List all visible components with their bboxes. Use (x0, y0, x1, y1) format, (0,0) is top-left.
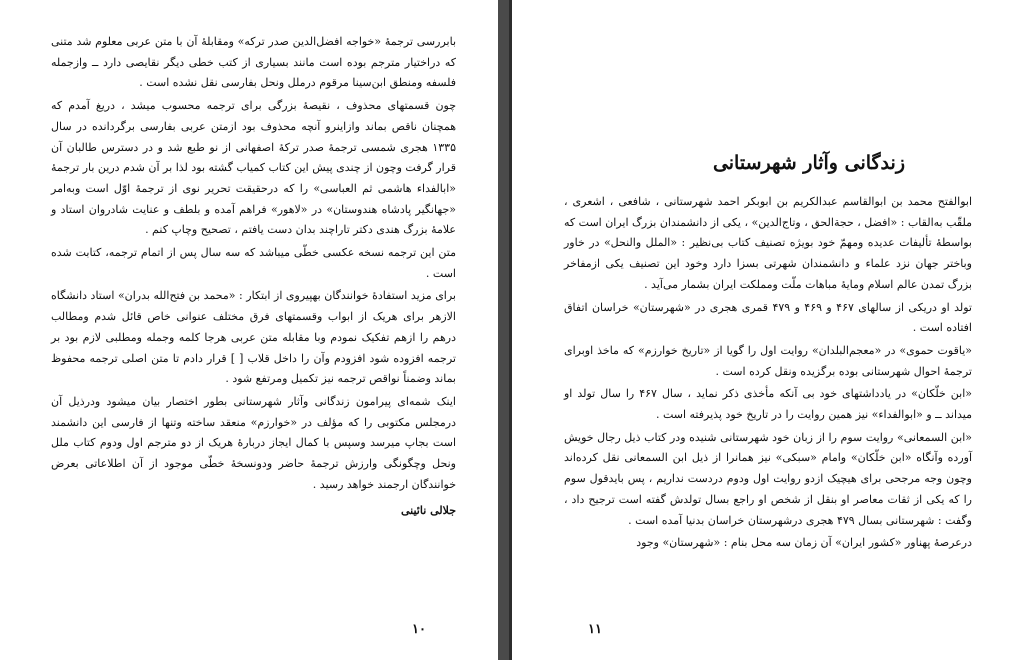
paragraph: متن این ترجمه نسخه عکسی خطّی میباشد که سه سال پس از اتمام ترجمه، کتابت شده است . (51, 246, 456, 280)
left-page (0, 0, 498, 660)
right-page-text (564, 192, 972, 554)
page-number-right: ۱۱ (588, 622, 602, 637)
paragraph: تولد او دریکی از سالهای ۴۶۷ و ۴۶۹ و ۴۷۹ قمری هجری در «شهرستان» خراسان اتفاق افتاده است . (564, 300, 972, 335)
page-number-left: ۱۰ (412, 622, 426, 637)
paragraph: چون قسمتهای محذوف ، نقیصهٔ بزرگی برای ترجمه محسوب میشد ، دریغ آمدم که همچنان ناقص بماند وازاینرو آنچه محذوف بود ازمتن عربی بفارسی برگردانده در سال ۱۳۳۵ هجری شمسی ترجمهٔ صدر ترکهٔ اصفهانی از نو طبع شد و در دسترس طالبان آن قرار گرفت وچون از چندی پیش این کتاب کمیاب گشته بود لذا بر آن شدم درین بار ترجمهٔ «ابالفداء هاشمی ثم العباسی» را که درحقیقت تحریر نوی از ترجمهٔ اوّل است وبه‌امر «جهانگیر پادشاه هندوستان» در «لاهور» فراهم آمده و بلطف و عنایت شادروان استاد و علامهٔ بزرگ هندی دکتر تاراچند بدان دست یافتم ، تصحیح وچاپ کنم . (51, 99, 456, 237)
author-signature: جلالی نائینی (401, 504, 456, 518)
right-page (512, 0, 1010, 660)
paragraph: «یاقوت حموی» در «معجم‌البلدان» روایت اول را گویا از «تاریخ خوارزم» که ماخذ اوبرای ترجمهٔ احوال شهرستانی بوده برگزیده ونقل کرده است . (564, 343, 972, 378)
paragraph: بابررسی ترجمهٔ «خواجه افضل‌الدین صدر ترکه» ومقابلهٔ آن با متن عربی معلوم شد متنی که دراختیار مترجم بوده است مانند بسیاری از کتب خطی دیگر نقایصی دارد ــ وازجمله فلسفه ومنطق ابن‌سینا مرقوم درملل ونحل بفارسی نقل نشده است . (51, 35, 456, 90)
book-gutter (498, 0, 512, 660)
paragraph: درعرصهٔ پهناور «کشور ایران» آن زمان سه محل بنام : «شهرستان» وجود (636, 536, 972, 550)
paragraph: اینک شمه‌ای پیرامون زندگانی وآثار شهرستانی بطور اختصار بیان میشود ودرذیل آن درمجلس مکتوبی را که مؤلف در «خوارزم» منعقد ساخته وتنها از فارسی این دانشمند است بجاپ میرسد وسپس با کمال ایجاز دربارهٔ هریک از دو مترجم اول ودوم کتاب ملل ونحل وچگونگی وارزش ترجمهٔ حاضر ودونسخهٔ خطّی موجود از آن اطلاعاتی بعرض خوانندگان ارجمند خواهد رسید . (51, 394, 456, 491)
left-page-text (51, 32, 456, 522)
paragraph: «ابن خلّکان» در یادداشتهای خود بی آنکه مأخذی ذکر نماید ، سال ۴۶۷ را سال تولد او میداند ــ و «ابوالفداء» نیز همین روایت را در تاریخ خود پذیرفته است . (564, 387, 973, 422)
paragraph: برای مزید استفادهٔ خوانندگان بهپیروی از ابتکار : «محمد بن فتح‌الله بدران» استاد دانشگاه الازهر برای هریک از ابواب وقسمتهای فرق مختلف عنوانی خاص قائل شدم ومطالب درهم را ازهم تفکیک نمودم وبا مقابله متن عربی هرجا کلمه وجمله ومطلبی لازم بود بر ترجمه افزوده شود افزودم وآن را داخل قلاب [ ] قرار دادم تا متن اصلی ترجمه محفوظ بماند وضمناً نواقص ترجمه نیز تکمیل ومرتفع شود . (51, 289, 456, 386)
paragraph: «ابن السمعانی» روایت سوم را از زبان خود شهرستانی شنیده ودر کتاب ذیل رجال خویش آورده وآنگاه «ابن خلّکان» وامام «سبکی» نیز همانرا از ذیل ابن السمعانی نقل کرده‌اند وچون وجه مرجحی برای هیچیک ازدو روایت اول ودوم دردست نداریم ، پس بایدقول سوم را که یکی از ثقات معاصر او بنقل از شخص او راجع بسال تولدش گفته است ترجیح داد ، وگفت : شهرستانی بسال ۴۷۹ هجری درشهرستان خراسان بدنیا آمده است . (564, 430, 972, 527)
chapter-title: زندگانی وآثار شهرستانی (712, 152, 905, 174)
paragraph: ابوالفتح محمد بن ابوالقاسم عبدالکریم بن ابوبکر احمد شهرستانی ، شافعی ، اشعری ، ملقّب به‌القاب : «افضل ، حجةالحق ، وتاج‌الدین» ، یکی از دانشمندان بزرگ ایران است که بواسطهٔ تألیفات عدیده ومهمّ خود بویژه تصنیف کتاب بی‌نظیر : «الملل والنحل» در خاور وباختر جهان نزد علماء و دانشمندان شهرتی بسزا دارد وخود این تصنیف یکی ازمفاخر بزرگ تمدن عالم اسلام ومایهٔ مباهات ملّت ومملکت ایران بشمار می‌آید . (564, 195, 972, 291)
